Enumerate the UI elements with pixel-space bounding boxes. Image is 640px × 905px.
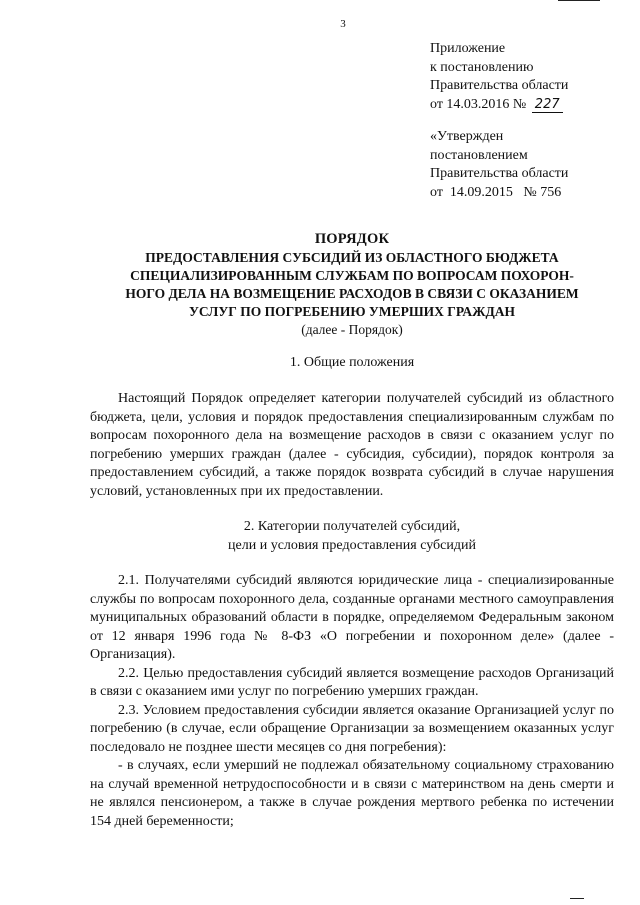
section-1-body: [90, 390, 614, 501]
paragraph: Настоящий Порядок определяет категории получателей субсидий из областного бюджета, цели, условия и порядок предоставления специализированным службам по вопросам похоронного дела на возмещение расходов в связи с оказанием услуг по погребению умерших граждан (далее - субсидия, субсидии), порядок контроля за предоставлением субсидий, а также порядок возврата субсидий в случае нарушения условий, установленных при их предоставлении.: [90, 391, 614, 499]
annex-line: Приложение: [430, 41, 506, 56]
corner-mark: [558, 0, 600, 1]
approved-block: [430, 128, 568, 202]
section-2-heading-line: 2. Категории получателей субсидий,: [243, 519, 461, 534]
annex-line: Правительства области: [430, 78, 569, 93]
paragraph: - в случаях, если умерший не подлежал обязательному социальному страхованию на случай временной нетрудоспособности и в связи с материнством на день смерти и не являлся пенсионером, а также в случае рождения мертвого ребенка по истечении 154 дней беременности;: [90, 758, 614, 829]
section-1-heading: 1. Общие положения: [289, 355, 415, 370]
section-2-body: [90, 572, 614, 831]
paragraph: 2.1. Получателями субсидий являются юридические лица - специализированные службы по вопросам похоронного дела, созданные органами местного самоуправления муниципальных образований области в порядке, определяемом Федеральным законом от 12 января 1996 года № 8-ФЗ «О погребении и похоронном деле» (далее - Организация).: [90, 573, 614, 662]
annex-date-line: [430, 96, 568, 115]
document-subtitle-line: УСЛУГ ПО ПОГРЕБЕНИЮ УМЕРШИХ ГРАЖДАН: [188, 304, 516, 319]
annex-number: 227: [532, 97, 563, 113]
paragraph: 2.2. Целью предоставления субсидий является возмещение расходов Организаций в связи с оказанием ими услуг по погребению умерших граждан.: [90, 665, 614, 699]
section-2-heading-line: цели и условия предоставления субсидий: [228, 538, 476, 553]
page-number: 3: [340, 18, 346, 30]
title-block: [90, 230, 614, 339]
document-title: ПОРЯДОК: [314, 231, 390, 247]
annex-date: от 14.03.2016 №: [430, 96, 527, 112]
document-subtitle-line: ПРЕДОСТАВЛЕНИЯ СУБСИДИЙ ИЗ ОБЛАСТНОГО БЮДЖЕТА: [145, 250, 559, 265]
document-subtitle-line: СПЕЦИАЛИЗИРОВАННЫМ СЛУЖБАМ ПО ВОПРОСАМ ПОХОРОН-: [130, 268, 574, 283]
annex-block: [430, 40, 568, 114]
document-alias: (далее - Порядок): [301, 322, 403, 337]
paragraph: 2.3. Условием предоставления субсидии является оказание Организацией услуг по погребению (в случае, если обращение Организации за возмещением оказанных услуг последовало не позднее шести месяцев со дня погребения):: [90, 702, 614, 755]
approved-line: Правительства области: [430, 166, 569, 181]
approved-line: «Утвержден: [430, 129, 504, 144]
approved-line: от 14.09.2015 № 756: [430, 184, 562, 200]
document-subtitle-line: НОГО ДЕЛА НА ВОЗМЕЩЕНИЕ РАСХОДОВ В СВЯЗИ С ОКАЗАНИЕМ: [125, 286, 579, 301]
approved-line: постановлением: [430, 147, 528, 163]
annex-line: к постановлению: [430, 59, 534, 75]
bottom-mark: [570, 898, 584, 899]
